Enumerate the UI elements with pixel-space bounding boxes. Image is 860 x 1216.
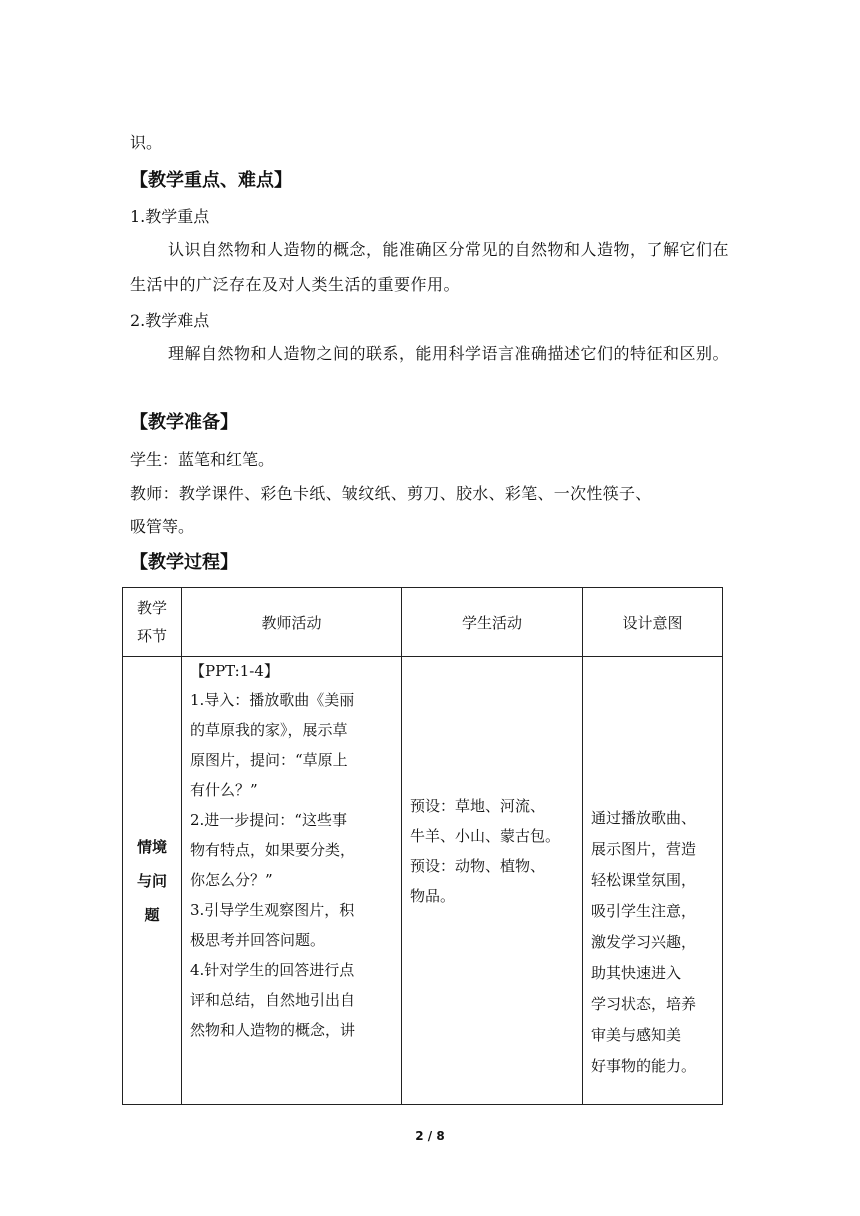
header-stage-line2: 环节 — [136, 627, 167, 645]
preparation-heading: 【教学准备】 — [130, 412, 238, 433]
preparation-student: 学生：蓝笔和红笔。 — [130, 450, 275, 469]
teacher-line: 你怎么分？” — [190, 871, 273, 889]
process-heading: 【教学过程】 — [130, 552, 238, 573]
header-stage — [123, 588, 182, 657]
design-line: 轻松课堂氛围， — [591, 871, 697, 889]
teacher-line: 然物和人造物的概念，讲 — [190, 1021, 356, 1039]
design-line: 通过播放歌曲、 — [591, 809, 697, 827]
preparation-teacher-line1: 教师：教学课件、彩色卡纸、皱纹纸、剪刀、胶水、彩笔、一次性筷子、 — [130, 484, 652, 503]
teacher-line: 2.进一步提问：“这些事 — [190, 811, 347, 829]
design-line: 展示图片，营造 — [591, 840, 697, 858]
student-line: 预设：草地、河流、 — [410, 797, 546, 815]
table-header-row — [123, 588, 723, 657]
student-line: 预设：动物、植物、 — [410, 857, 546, 875]
key-points-heading: 【教学重点、难点】 — [130, 170, 292, 191]
header-design-intent: 设计意图 — [583, 588, 723, 657]
continuation-text: 识。 — [130, 133, 163, 152]
teacher-line: 3.引导学生观察图片，积 — [190, 901, 355, 919]
stage-line: 与问 — [136, 871, 167, 890]
student-line: 牛羊、小山、蒙古包。 — [410, 827, 561, 845]
teacher-line: 1.导入：播放歌曲《美丽 — [190, 691, 355, 709]
design-line: 助其快速进入 — [591, 964, 682, 982]
header-student-activity: 学生活动 — [402, 588, 583, 657]
teacher-line: 4.针对学生的回答进行点 — [190, 961, 355, 979]
teacher-line: 评和总结，自然地引出自 — [190, 991, 356, 1009]
teacher-line: 【PPT:1-4】 — [190, 662, 279, 680]
process-table — [122, 587, 723, 1105]
design-line: 学习状态，培养 — [591, 995, 697, 1013]
design-line: 吸引学生注意， — [591, 902, 697, 920]
preparation-teacher-line2: 吸管等。 — [130, 517, 195, 536]
difficulty-label: 2.教学难点 — [130, 311, 210, 330]
table-row — [123, 657, 723, 1105]
teacher-line: 原图片，提问：“草原上 — [190, 751, 348, 769]
header-stage-line1: 教学 — [136, 599, 167, 617]
design-intent-cell — [583, 657, 723, 1105]
difficulty-paragraph: 理解自然物和人造物之间的联系，能用科学语言准确描述它们的特征和区别。 — [168, 344, 730, 363]
design-line: 审美与感知美 — [591, 1026, 682, 1044]
design-line: 激发学习兴趣， — [591, 933, 697, 951]
teacher-line: 有什么？” — [190, 781, 258, 799]
student-line: 物品。 — [410, 887, 456, 905]
stage-cell — [123, 657, 182, 1105]
stage-line: 情境 — [136, 837, 167, 856]
focus-paragraph: 认识自然物和人造物的概念，能准确区分常见的自然物和人造物，了解它们在生活中的广泛存在及对人类生活的重要作用。 — [130, 240, 730, 294]
student-activity-cell — [402, 657, 583, 1105]
teacher-line: 极思考并回答问题。 — [190, 931, 326, 949]
teacher-line: 的草原我的家》，展示草 — [190, 721, 348, 739]
teacher-activity-cell — [182, 657, 402, 1105]
design-line: 好事物的能力。 — [591, 1057, 697, 1075]
header-teacher-activity: 教师活动 — [182, 588, 402, 657]
teacher-line: 物有特点，如果要分类， — [190, 841, 356, 859]
focus-label: 1.教学重点 — [130, 207, 210, 226]
page-number: 2 / 8 — [415, 1129, 445, 1143]
stage-line: 题 — [144, 905, 160, 924]
